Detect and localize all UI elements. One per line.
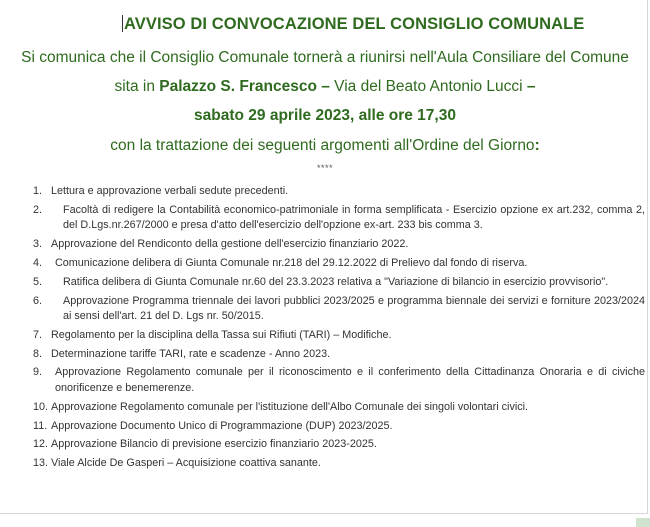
text-cursor	[122, 15, 123, 32]
intro-location-address: Via del Beato Antonio Lucci	[334, 78, 523, 95]
agenda-item-text: Lettura e approvazione verbali sedute precedenti.	[51, 185, 289, 197]
scroll-corner	[636, 518, 650, 527]
agenda-item-number: 12.	[33, 438, 49, 451]
intro-location-prefix: sita in	[114, 78, 160, 95]
agenda-item	[33, 400, 645, 416]
intro-agenda-colon: :	[534, 137, 540, 154]
agenda-item-text: Approvazione Documento Unico di Programmazione (DUP) 2023/2025.	[51, 419, 393, 432]
intro-line-2	[0, 78, 650, 96]
agenda-item	[33, 456, 645, 472]
separator-stars: ****	[316, 163, 333, 173]
agenda-item	[33, 419, 645, 435]
agenda-item-number: 10.	[33, 400, 49, 413]
agenda-item	[33, 203, 645, 234]
notice-title	[122, 15, 584, 34]
agenda-item-text: Regolamento per la disciplina della Tassa sui Rifiuti (TARI) – Modifiche.	[51, 328, 392, 341]
agenda-item	[33, 275, 645, 291]
agenda-item	[33, 347, 645, 363]
agenda-item-text: Viale Alcide De Gasperi – Acquisizione coattiva sanante.	[51, 457, 321, 470]
agenda-item	[33, 237, 645, 253]
agenda-item-number: 7.	[33, 328, 43, 341]
agenda-item-text: Ratifica delibera di Giunta Comunale nr.60 del 23.3.2023 relativa a "Variazione di bilancio in esercizio provvisorio".	[63, 275, 609, 288]
intro-line-1: Si comunica che il Consiglio Comunale tornerà a riunirsi nell'Aula Consiliare del Comune	[21, 49, 629, 66]
agenda-item	[33, 184, 645, 200]
agenda-item-text: Approvazione Regolamento comunale per l'istituzione dell'Albo Comunale dei singoli volontari civici.	[51, 400, 529, 413]
intro-line-4	[0, 137, 650, 155]
agenda-item-number: 8.	[33, 347, 43, 360]
agenda-item-text: Determinazione tariffe TARI, rate e scadenze - Anno 2023.	[51, 347, 331, 360]
agenda-item-number: 9.	[33, 366, 43, 379]
agenda-item-text: Comunicazione delibera di Giunta Comunale nr.218 del 29.12.2022 di Prelievo dal fondo di riserva.	[55, 256, 528, 269]
agenda-item-text: Facoltà di redigere la Contabilità economico-patrimoniale in forma semplificata - Esercizio opzione ex art.232, comma 2, del D.Lgs.nr.267/2000 e presa d'atto dell'esercizio dell'opzione ex-art. 233 bis comma 3.	[63, 203, 645, 232]
agenda-item-number: 5.	[33, 275, 43, 288]
agenda-item	[33, 256, 645, 272]
intro-location-end: –	[522, 78, 536, 95]
agenda-item-text: Approvazione Regolamento comunale per il riconoscimento e il conferimento della Cittadinanza Onoraria e di civiche onorificenze e benemerenze.	[55, 366, 645, 395]
agenda-list	[33, 184, 645, 475]
intro-date: sabato 29 aprile 2023, alle ore 17,30	[194, 107, 456, 124]
agenda-item-number: 13.	[33, 457, 49, 470]
intro-agenda-lead: con la trattazione dei seguenti argomenti all'Ordine del Giorno	[110, 137, 535, 154]
agenda-item-number: 2.	[33, 203, 43, 216]
intro-location-place: Palazzo S. Francesco	[159, 78, 317, 95]
agenda-item-text: Approvazione del Rendiconto della gestione dell'esercizio finanziario 2022.	[51, 238, 409, 251]
agenda-item-text: Approvazione Programma triennale dei lavori pubblici 2023/2025 e programma biennale dei servizi e forniture 2023/2024 ai sensi dell'art. 21 del D. Lgs nr. 50/2015.	[63, 294, 645, 323]
agenda-item-number: 1.	[33, 185, 43, 197]
agenda-item	[33, 294, 645, 325]
agenda-item-number: 4.	[33, 256, 43, 269]
agenda-item	[33, 437, 645, 453]
agenda-item-number: 11.	[33, 419, 48, 432]
agenda-item-number: 3.	[33, 238, 43, 251]
agenda-item	[33, 328, 645, 344]
agenda-item-number: 6.	[33, 294, 43, 307]
notice-title-text: AVVISO DI CONVOCAZIONE DEL CONSIGLIO COMUNALE	[124, 15, 585, 33]
intro-location-separator: –	[316, 78, 335, 95]
agenda-item	[33, 365, 645, 396]
agenda-item-text: Approvazione Bilancio di previsione esercizio finanziario 2023-2025.	[51, 438, 377, 451]
